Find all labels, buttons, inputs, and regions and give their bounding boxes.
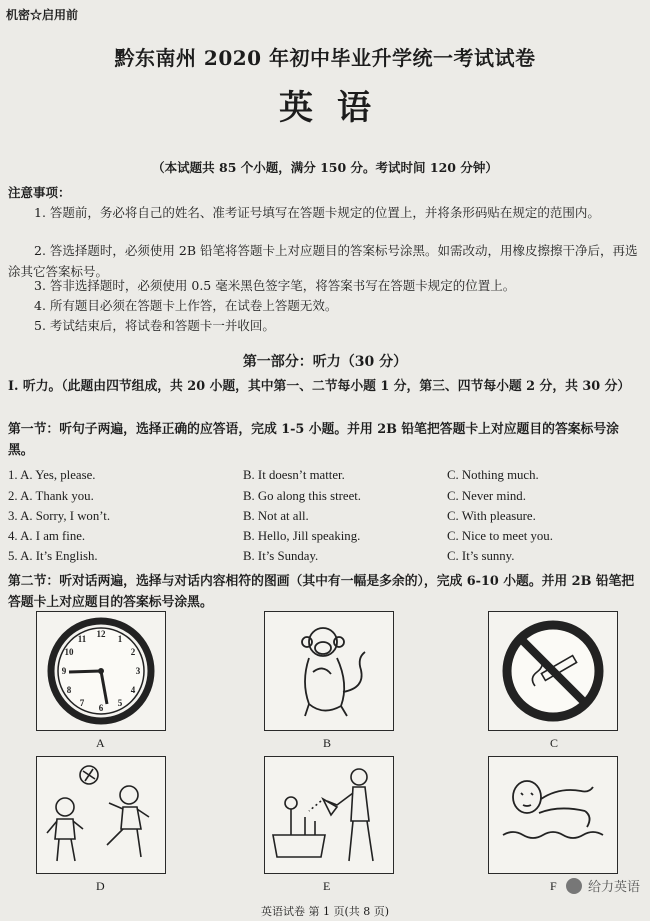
q5-option-c: C. It’s sunny. [447,549,515,563]
q1-option-a: 1. A. Yes, please. [8,468,96,482]
svg-text:5: 5 [117,698,123,708]
section2-instruction: 第二节：听对话两遍，选择与对话内容相符的图画（其中有一幅是多余的），完成 6-10 小题。并用 2B 铅笔把答题卡上对应题目的答案标号涂黑。 [8,574,635,610]
picture-label: D [96,879,105,893]
no-smoking-icon [489,612,617,730]
q5-option-a: 5. A. It’s English. [8,549,98,563]
picture-b-frame [264,611,394,731]
q2-option-a: 2. A. Thank you. [8,489,94,503]
q4-option-b: B. Hello, Jill speaking. [243,529,361,543]
note-item: 4. 所有题目必须在答题卡上作答，在试卷上答题无效。 [34,298,338,313]
note-item: 3. 答非选择题时，必须使用 0.5 毫米黑色签字笔，将答案书写在答题卡规定的位置上。 [34,278,516,293]
football-icon [37,757,165,873]
section1-instruction: 第一节：听句子两遍，选择正确的应答语，完成 1-5 小题。并用 2B 铅笔把答题卡上对应题目的答案标号涂黑。 [8,422,619,458]
svg-text:7: 7 [79,698,85,708]
page-footer: 英语试卷 第 1 页(共 8 页) [260,905,390,918]
monkey-icon [265,612,393,730]
wechat-icon [566,878,582,894]
watermark-text: 给力英语 [587,880,640,895]
exam-title: 黔东南州 2020 年初中毕业升学统一考试试卷 [114,46,536,70]
watering-flowers-icon [265,757,393,873]
svg-text:6: 6 [98,703,104,713]
subject-title: 英语 [279,88,395,128]
picture-label: B [323,736,332,750]
q2-option-b: B. Go along this street. [243,489,362,503]
part1-intro: Ⅰ. 听力。（此题由四节组成，共 20 小题，其中第一、二节每小题 1 分，第三、四节每小题 2 分，共 30 分） [8,379,631,394]
picture-label: C [550,736,559,750]
picture-label: E [323,879,331,893]
svg-text:4: 4 [130,685,136,695]
clock-icon [37,612,165,730]
picture-label: A [96,736,105,750]
q4-option-c: C. Nice to meet you. [447,529,553,543]
q1-option-c: C. Nothing much. [447,468,539,482]
picture-f-frame [488,756,618,874]
q2-option-c: C. Never mind. [447,489,526,503]
picture-label: F [550,879,557,893]
svg-text:2: 2 [130,647,136,657]
svg-text:9: 9 [61,666,67,676]
notes-heading: 注意事项： [8,185,71,200]
q3-option-b: B. Not at all. [243,509,309,523]
note-item: 2. 答选择题时，必须使用 2B 铅笔将答题卡上对应题目的答案标号涂黑。如需改动，用橡皮擦擦干净后，再选涂其它答案标号。 [8,243,638,279]
q3-option-a: 3. A. Sorry, I won’t. [8,509,111,523]
svg-text:8: 8 [66,685,72,695]
picture-d-frame [36,756,166,874]
picture-e-frame [264,756,394,874]
q5-option-b: B. It’s Sunday. [243,549,319,563]
part1-title: 第一部分：听力（30 分） [242,354,408,370]
note-item: 5. 考试结束后，将试卷和答题卡一并收回。 [34,318,275,333]
svg-text:11: 11 [77,634,87,644]
exam-info: （本试题共 85 个小题，满分 150 分。考试时间 120 分钟） [152,160,498,175]
q1-option-b: B. It doesn’t matter. [243,468,345,482]
watermark [566,876,640,895]
picture-c-frame [488,611,618,731]
picture-a-frame [36,611,166,731]
svg-text:10: 10 [64,647,74,657]
svg-text:1: 1 [117,634,123,644]
confidential-label: 机密☆启用前 [6,8,79,22]
svg-text:12: 12 [96,629,106,639]
note-item: 1. 答题前，务必将自己的姓名、准考证号填写在答题卡规定的位置上，并将条形码贴在规定的范围内。 [34,205,600,220]
swimming-icon [489,757,617,873]
q4-option-a: 4. A. I am fine. [8,529,86,543]
svg-text:3: 3 [135,666,141,676]
q3-option-c: C. With pleasure. [447,509,536,523]
